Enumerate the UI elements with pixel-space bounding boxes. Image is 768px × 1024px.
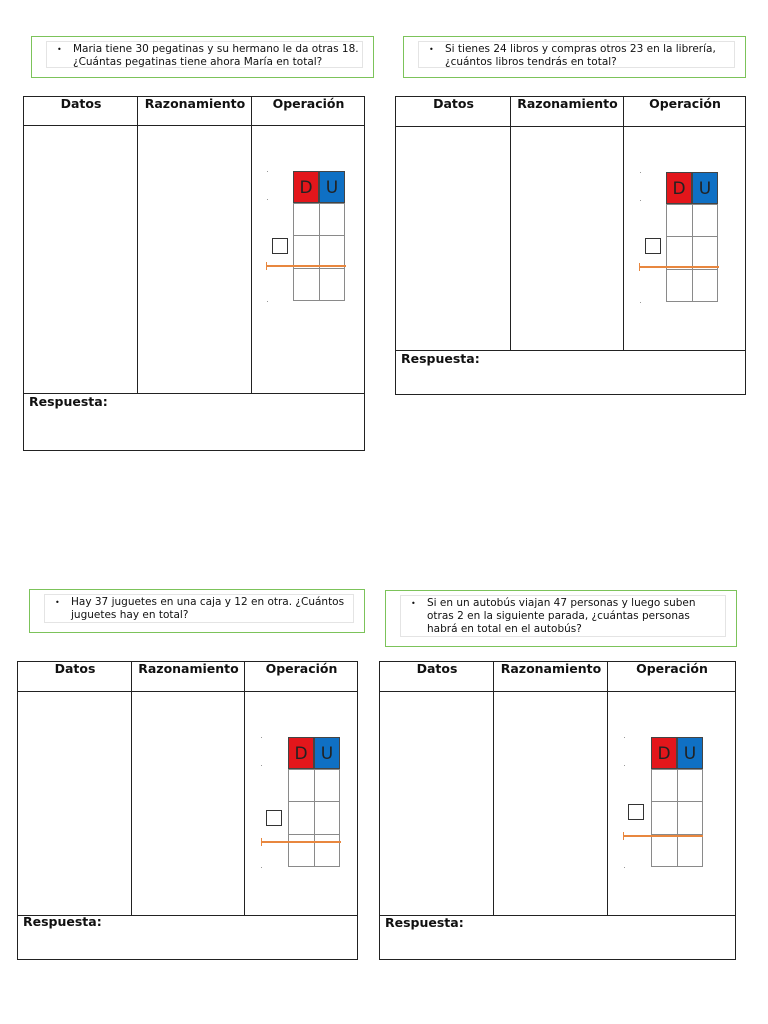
header-operacion: Operación [265, 661, 338, 676]
header-razonamiento: Razonamiento [517, 96, 618, 111]
column-divider [510, 97, 511, 350]
column-divider [493, 662, 494, 915]
decenas-header: D [288, 737, 314, 769]
digit-grid [666, 204, 718, 302]
column-divider [623, 97, 624, 350]
margin-dot [261, 867, 262, 868]
bullet-icon: • [55, 598, 60, 607]
margin-dot [640, 172, 641, 173]
result-line [261, 841, 341, 843]
margin-dot [640, 200, 641, 201]
digit-grid [651, 769, 703, 867]
du-operation-grid [649, 737, 705, 869]
column-divider [251, 97, 252, 393]
problem-statement: Si en un autobús viajan 47 personas y luego suben otras 2 en la siguiente parada, ¿cuántas personas habrá en total en el autobús? [427, 597, 696, 635]
grid-row-line [294, 235, 344, 236]
grid-column-line [314, 770, 315, 866]
header-divider [380, 691, 735, 692]
margin-dot [624, 867, 625, 868]
decenas-header: D [666, 172, 692, 204]
respuesta-label: Respuesta: [29, 394, 108, 409]
margin-dot [267, 199, 268, 200]
margin-dot [261, 765, 262, 766]
carry-box[interactable] [272, 238, 288, 254]
unidades-header: U [319, 171, 345, 203]
column-divider [137, 97, 138, 393]
decenas-header: D [651, 737, 677, 769]
problem-box-1 [31, 36, 374, 78]
grid-column-line [319, 204, 320, 300]
problem-text-frame [46, 41, 363, 68]
header-datos: Datos [54, 661, 96, 676]
carry-box[interactable] [628, 804, 644, 820]
problem-box-2 [403, 36, 746, 78]
worksheet-table-3 [17, 661, 358, 960]
grid-row-line [289, 801, 339, 802]
grid-row-line [667, 236, 717, 237]
problem-statement: Hay 37 juguetes en una caja y 12 en otra. ¿Cuántos juguetes hay en total? [71, 596, 345, 621]
header-razonamiento: Razonamiento [500, 661, 602, 676]
margin-dot [624, 765, 625, 766]
grid-column-line [677, 770, 678, 866]
grid-row-line [294, 268, 344, 269]
du-operation-grid [286, 737, 342, 869]
worksheet-table-4 [379, 661, 736, 960]
header-divider [396, 126, 745, 127]
problem-statement: Maria tiene 30 pegatinas y su hermano le da otras 18. ¿Cuántas pegatinas tiene ahora María en total? [73, 43, 359, 68]
bullet-icon: • [429, 45, 434, 54]
margin-dot [640, 302, 641, 303]
bullet-icon: • [411, 599, 416, 608]
header-datos: Datos [416, 661, 458, 676]
grid-row-line [667, 269, 717, 270]
column-divider [244, 662, 245, 915]
margin-dot [261, 737, 262, 738]
margin-dot [267, 301, 268, 302]
header-divider [18, 691, 357, 692]
bullet-icon: • [57, 45, 62, 54]
carry-box[interactable] [266, 810, 282, 826]
problem-box-4 [385, 590, 737, 647]
header-razonamiento: Razonamiento [144, 96, 246, 111]
problem-text-frame [44, 594, 354, 623]
problem-box-3 [29, 589, 365, 633]
header-operacion: Operación [636, 661, 708, 676]
unidades-header: U [314, 737, 340, 769]
worksheet-table-1 [23, 96, 365, 451]
grid-row-line [652, 801, 702, 802]
margin-dot [624, 737, 625, 738]
header-razonamiento: Razonamiento [138, 661, 239, 676]
result-line [639, 266, 719, 268]
decenas-header: D [293, 171, 319, 203]
result-line [623, 835, 703, 837]
margin-dot [267, 171, 268, 172]
header-divider [24, 125, 364, 126]
problem-text-frame [418, 41, 735, 68]
du-operation-grid [291, 171, 347, 303]
header-datos: Datos [60, 96, 102, 111]
worksheet-table-2 [395, 96, 746, 395]
problem-statement: Si tienes 24 libros y compras otros 23 en la librería, ¿cuántos libros tendrás en total? [445, 43, 716, 68]
header-datos: Datos [433, 96, 474, 111]
column-divider [131, 662, 132, 915]
grid-column-line [692, 205, 693, 301]
result-line [266, 265, 346, 267]
unidades-header: U [692, 172, 718, 204]
column-divider [607, 662, 608, 915]
problem-text-frame [400, 595, 726, 637]
carry-box[interactable] [645, 238, 661, 254]
du-operation-grid [664, 172, 720, 304]
header-operacion: Operación [272, 96, 345, 111]
digit-grid [288, 769, 340, 867]
header-operacion: Operación [649, 96, 721, 111]
grid-row-line [289, 834, 339, 835]
respuesta-label: Respuesta: [401, 351, 480, 366]
respuesta-label: Respuesta: [385, 915, 464, 930]
unidades-header: U [677, 737, 703, 769]
digit-grid [293, 203, 345, 301]
respuesta-label: Respuesta: [23, 914, 102, 929]
